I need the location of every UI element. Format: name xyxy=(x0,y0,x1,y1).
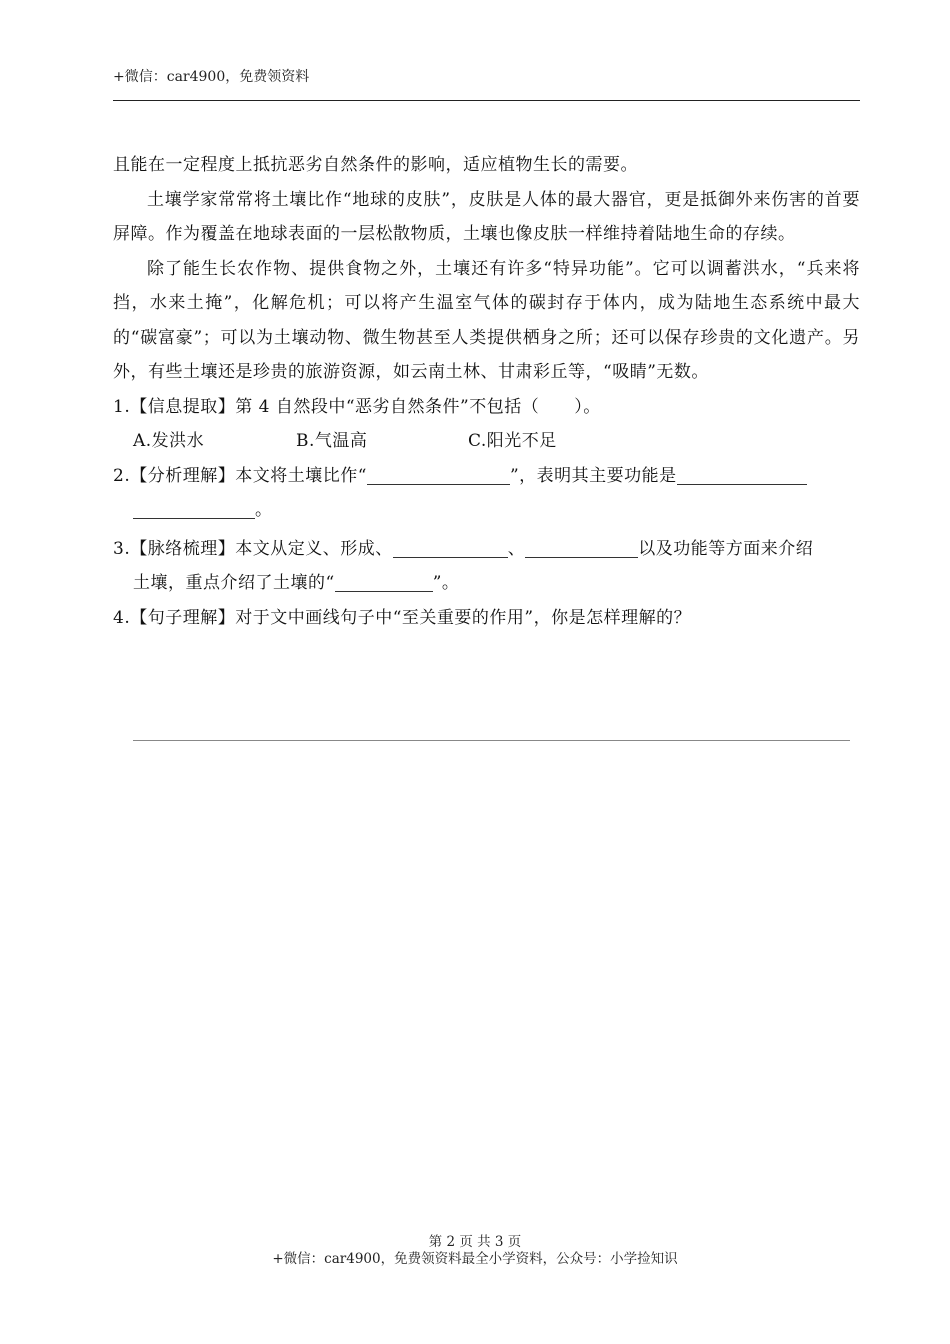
option-a[interactable]: A.发洪水 xyxy=(133,431,205,451)
question-3-text-part2: 以及功能等方面来介绍 xyxy=(638,538,814,559)
question-2-tag: 【分析理解】 xyxy=(130,465,236,486)
question-1-tag: 【信息提取】 xyxy=(130,396,236,417)
question-4-tag: 【句子理解】 xyxy=(130,607,236,628)
question-2-number: 2. xyxy=(113,465,131,486)
document-body xyxy=(113,148,860,635)
option-c[interactable]: C.阳光不足 xyxy=(468,431,557,451)
question-1-number: 1. xyxy=(113,396,131,417)
passage-paragraph-2: 土壤学家常常将土壤比作“地球的皮肤”，皮肤是人体的最大器官，更是抵御外来伤害的首要屏障。作为覆盖在地球表面的一层松散物质，土壤也像皮肤一样维持着陆地生命的存续。 xyxy=(113,189,860,244)
question-4-text: 对于文中画线句子中“至关重要的作用”，你是怎样理解的？ xyxy=(235,607,692,628)
footer-watermark-text: +微信：car4900，免费领资料最全小学资料，公众号：小学捡知识 xyxy=(272,1251,678,1267)
question-3-separator: 、 xyxy=(507,538,526,559)
question-3-text-part3: 土壤，重点介绍了土壤的“ xyxy=(133,573,335,593)
question-2-text-part2: ”，表明其主要功能是 xyxy=(509,465,677,486)
answer-blank-q2-1[interactable] xyxy=(367,462,510,485)
answer-blank-q3-2[interactable] xyxy=(525,535,638,558)
question-2-end: 。 xyxy=(255,500,273,520)
header-watermark-text: +微信：car4900，免费领资料 xyxy=(113,69,310,85)
question-2 xyxy=(113,459,860,494)
passage-paragraph-3: 除了能生长农作物、提供食物之外，土壤还有许多“特异功能”。它可以调蓄洪水，“兵来将挡，水来土掩”，化解危机；可以将产生温室气体的碳封存于体内，成为陆地生态系统中最大的“碳富豪”；可以为土壤动物、微生物甚至人类提供栖身之所；还可以保存珍贵的文化遗产。另外，有些土壤还是珍贵的旅游资源，如云南土林、甘肃彩丘等，“吸睛”无数。 xyxy=(113,258,860,382)
question-1 xyxy=(113,390,860,425)
question-3-end: ”。 xyxy=(432,573,460,593)
question-2-continuation xyxy=(113,493,860,528)
answer-blank-q2-2[interactable] xyxy=(677,462,807,485)
question-4 xyxy=(113,601,860,636)
question-3-continuation xyxy=(113,566,860,601)
question-3-tag: 【脉络梳理】 xyxy=(130,538,236,559)
question-3 xyxy=(113,532,860,567)
question-3-text-part1: 本文从定义、形成、 xyxy=(235,538,393,559)
header-divider xyxy=(113,100,860,101)
question-2-text-part1: 本文将土壤比作“ xyxy=(235,465,367,486)
question-4-number: 4. xyxy=(113,607,131,628)
question-3-number: 3. xyxy=(113,538,131,559)
option-b[interactable]: B.气温高 xyxy=(296,431,368,451)
answer-line-q4[interactable] xyxy=(133,740,850,741)
question-1-options xyxy=(113,424,860,459)
answer-blank-q3-3[interactable] xyxy=(335,569,433,592)
passage-paragraph-1: 且能在一定程度上抵抗恶劣自然条件的影响，适应植物生长的需要。 xyxy=(113,155,638,175)
answer-blank-q3-1[interactable] xyxy=(393,535,508,558)
answer-blank-q2-3[interactable] xyxy=(133,496,255,519)
question-1-text: 第 4 自然段中“恶劣自然条件”不包括（ ）。 xyxy=(235,396,601,417)
page-number: 第 2 页 共 3 页 xyxy=(428,1234,522,1250)
